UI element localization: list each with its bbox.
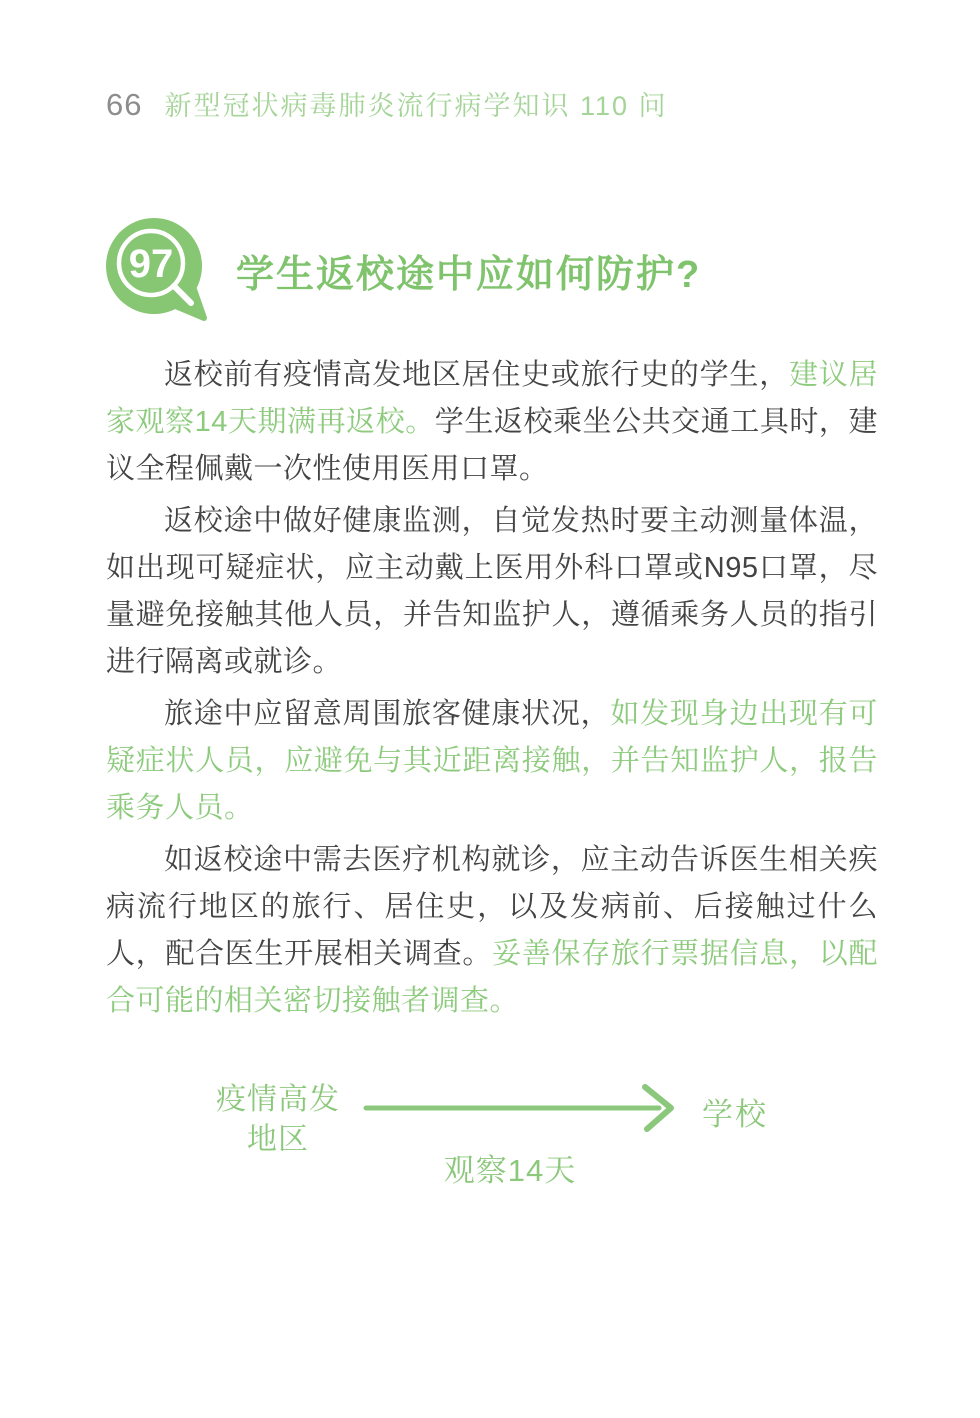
page-number: 66 [106, 87, 143, 122]
diagram-to-label: 学校 [702, 1097, 768, 1132]
highlight-segment: 建议居家观察14天期满再返校。 [106, 359, 878, 438]
diagram-caption: 观察14天 [443, 1153, 577, 1188]
running-header [106, 84, 668, 123]
paragraph-3 [106, 691, 878, 832]
text-segment: 返校前有疫情高发地区居住史或旅行史的学生， [164, 359, 789, 391]
text-segment: 返校途中做好健康监测，自觉发热时要主动测量体温，如出现可疑症状，应主动戴上医用外科口罩或N95口罩，尽量避免接触其他人员，并告知监护人，遵循乘务人员的指引进行隔离或就诊。 [106, 505, 878, 678]
diagram-from-label-line2: 地区 [247, 1123, 309, 1156]
book-title: 新型冠状病毒肺炎流行病学知识 110 问 [164, 91, 668, 121]
question-title: 学生返校途中应如何防护? [236, 254, 702, 296]
question-number-magnifier-icon [106, 218, 210, 324]
diagram-from-label-line1: 疫情高发 [216, 1083, 340, 1116]
highlight-segment: 如发现身边出现有可疑症状人员，应避免与其近距离接触，并告知监护人，报告乘务人员。 [106, 698, 878, 824]
diagram-from-label [212, 1080, 344, 1160]
answer-body [106, 352, 878, 1030]
paragraph-4 [106, 837, 878, 1025]
paragraph-2 [106, 498, 878, 686]
right-arrow-icon [363, 1084, 678, 1134]
text-segment: 如返校途中需去医疗机构就诊，应主动告诉医生相关疾病流行地区的旅行、居住史，以及发病前、后接触过什么人，配合医生开展相关调查。 [106, 844, 878, 970]
quarantine-flow-diagram [0, 1075, 980, 1195]
question-number: 97 [128, 242, 174, 286]
paragraph-1 [106, 352, 878, 493]
highlight-segment: 妥善保存旅行票据信息，以配合可能的相关密切接触者调查。 [106, 938, 878, 1017]
text-segment: 学生返校乘坐公共交通工具时，建议全程佩戴一次性使用医用口罩。 [106, 406, 878, 485]
text-segment: 旅途中应留意周围旅客健康状况， [164, 698, 611, 730]
